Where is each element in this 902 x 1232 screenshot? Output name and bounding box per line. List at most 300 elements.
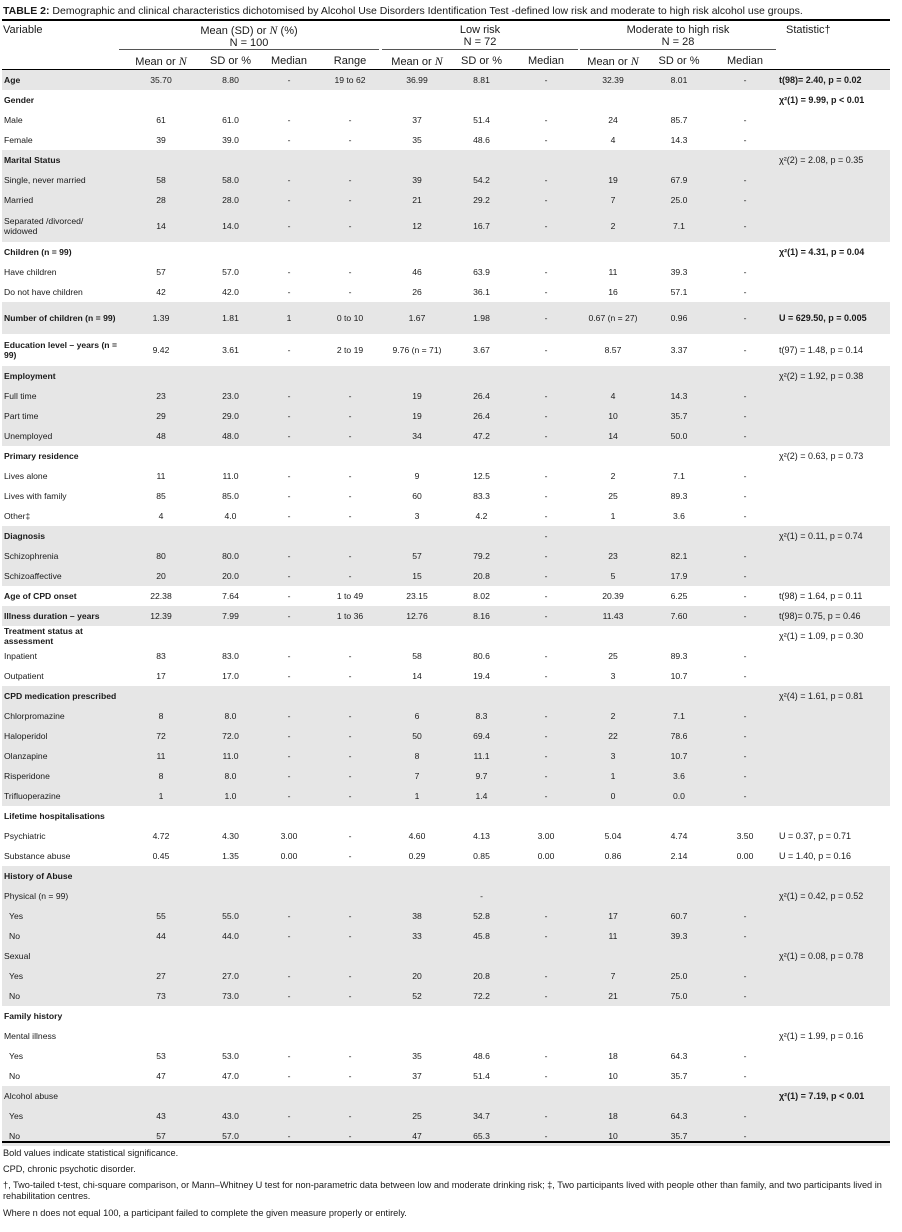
row-cell xyxy=(380,626,454,646)
row-cell: - xyxy=(287,591,291,601)
row-cell: - xyxy=(258,986,320,1006)
row-cell xyxy=(643,526,715,546)
row-cell xyxy=(715,626,775,646)
row-cell xyxy=(380,1026,454,1046)
row-variable: No xyxy=(9,1071,20,1081)
row-variable: Sexual xyxy=(2,946,119,966)
row-cell xyxy=(119,806,203,826)
row-cell xyxy=(509,1026,583,1046)
row-cell: - xyxy=(509,746,583,766)
row-variable: Illness duration – years xyxy=(2,606,119,626)
row-statistic xyxy=(775,886,890,906)
row-cell xyxy=(454,446,509,466)
row-variable: Schizophrenia xyxy=(2,546,119,566)
table-row xyxy=(2,826,890,846)
row-statistic xyxy=(775,262,890,282)
row-cell: 63.9 xyxy=(473,267,490,277)
row-cell xyxy=(643,1086,715,1106)
row-cell: - xyxy=(544,1051,548,1061)
row-cell xyxy=(583,446,643,466)
row-cell: - xyxy=(743,115,747,125)
table-row xyxy=(2,766,890,786)
row-cell: 57.0 xyxy=(203,1126,258,1146)
row-cell: - xyxy=(715,210,775,242)
row-cell xyxy=(454,866,509,886)
row-cell: 48.6 xyxy=(473,1051,490,1061)
row-cell: 73 xyxy=(119,986,203,1006)
row-cell: - xyxy=(509,986,583,1006)
row-cell: 35.7 xyxy=(643,1126,715,1146)
row-cell: 3.50 xyxy=(736,831,754,841)
row-cell: 23 xyxy=(119,386,203,406)
row-cell xyxy=(380,446,454,466)
row-cell: 8.81 xyxy=(454,70,509,90)
row-statistic xyxy=(775,190,890,210)
row-cell: 17 xyxy=(156,671,166,681)
row-cell: 11.43 xyxy=(583,606,643,626)
statistic-text: χ²(2) = 0.63, p = 0.73 xyxy=(779,451,864,461)
row-cell: - xyxy=(509,406,583,426)
row-cell xyxy=(380,1086,454,1106)
row-cell: - xyxy=(348,651,352,661)
row-cell: 1 to 49 xyxy=(336,591,364,601)
table-row xyxy=(2,1026,890,1046)
row-variable: Single, never married xyxy=(2,170,119,190)
row-cell: 3.6 xyxy=(643,766,715,786)
table-row xyxy=(2,486,890,506)
row-cell: - xyxy=(258,386,320,406)
row-statistic xyxy=(775,726,890,746)
row-cell: 15 xyxy=(380,566,454,586)
table-row xyxy=(2,210,890,242)
row-statistic xyxy=(775,1006,890,1026)
row-cell: 17.9 xyxy=(643,566,715,586)
row-cell: - xyxy=(544,345,548,355)
row-cell xyxy=(320,1086,380,1106)
row-cell: - xyxy=(544,471,548,481)
row-cell: - xyxy=(258,726,320,746)
row-cell: - xyxy=(320,726,380,746)
row-cell xyxy=(380,806,454,826)
row-cell: 11.0 xyxy=(203,746,258,766)
row-cell: 20 xyxy=(119,566,203,586)
statistic-text: χ²(1) = 0.42, p = 0.52 xyxy=(779,891,864,901)
row-statistic xyxy=(775,130,890,150)
row-cell xyxy=(509,1006,583,1026)
row-cell: 50 xyxy=(380,726,454,746)
row-cell xyxy=(643,150,715,170)
row-cell xyxy=(380,366,454,386)
caption-label: TABLE 2: xyxy=(3,5,50,17)
row-cell: 4 xyxy=(610,135,616,145)
row-cell: 28 xyxy=(119,190,203,210)
table-row xyxy=(2,706,890,726)
row-cell: 4.2 xyxy=(475,511,488,521)
row-cell: 8.01 xyxy=(643,70,715,90)
row-cell xyxy=(203,886,258,906)
row-cell: 0.86 xyxy=(604,851,622,861)
row-variable: Yes xyxy=(2,966,119,986)
row-variable: Male xyxy=(4,115,23,125)
row-cell: 20 xyxy=(380,966,454,986)
row-cell: 21 xyxy=(380,190,454,210)
table-row xyxy=(2,966,890,986)
row-cell xyxy=(258,946,320,966)
row-cell: - xyxy=(743,591,747,601)
row-cell xyxy=(583,1086,643,1106)
row-cell xyxy=(509,946,583,966)
row-variable: Employment xyxy=(2,366,119,386)
row-cell xyxy=(203,1086,258,1106)
row-cell: - xyxy=(258,906,320,926)
row-cell xyxy=(583,886,643,906)
row-cell: 89.3 xyxy=(670,491,688,501)
row-cell: 51.4 xyxy=(473,115,490,125)
row-statistic xyxy=(775,826,890,846)
row-cell xyxy=(583,90,643,110)
row-cell xyxy=(320,526,380,546)
row-cell: - xyxy=(258,746,320,766)
row-cell xyxy=(203,1006,258,1026)
row-cell xyxy=(380,526,454,546)
row-cell xyxy=(258,90,320,110)
row-cell: 78.6 xyxy=(643,726,715,746)
row-cell: 52 xyxy=(380,986,454,1006)
row-cell: 7 xyxy=(380,766,454,786)
row-statistic xyxy=(775,606,890,626)
row-cell: 7.1 xyxy=(673,471,685,481)
row-cell xyxy=(119,886,203,906)
row-cell: - xyxy=(258,190,320,210)
row-cell: 50.0 xyxy=(643,426,715,446)
row-cell: 0.67 (n = 27) xyxy=(583,302,643,334)
row-cell: 7 xyxy=(583,190,643,210)
row-cell: - xyxy=(743,287,747,297)
statistic-header: Statistic† xyxy=(786,24,831,36)
row-statistic xyxy=(775,242,890,262)
row-cell xyxy=(454,626,509,646)
row-cell xyxy=(320,1006,380,1026)
row-cell: 1 xyxy=(119,786,203,806)
row-cell xyxy=(583,150,643,170)
row-cell: - xyxy=(258,966,320,986)
row-cell xyxy=(715,446,775,466)
row-cell xyxy=(320,90,380,110)
row-cell: - xyxy=(287,471,291,481)
row-cell: - xyxy=(509,386,583,406)
row-variable: Physical (n = 99) xyxy=(2,886,119,906)
row-cell xyxy=(454,806,509,826)
row-cell: 85 xyxy=(156,491,166,501)
row-cell: - xyxy=(509,190,583,210)
row-variable: Gender xyxy=(4,95,35,105)
row-statistic xyxy=(775,546,890,566)
row-cell xyxy=(320,886,380,906)
row-cell xyxy=(119,366,203,386)
row-cell xyxy=(320,946,380,966)
row-cell: 5.04 xyxy=(604,831,622,841)
statistic-text: χ²(4) = 1.61, p = 0.81 xyxy=(779,691,864,701)
row-cell: - xyxy=(320,566,380,586)
row-cell: 29.0 xyxy=(203,406,258,426)
row-cell: - xyxy=(320,746,380,766)
row-cell: 1.35 xyxy=(222,851,239,861)
row-cell xyxy=(380,946,454,966)
statistic-text: U = 1.40, p = 0.16 xyxy=(779,851,852,861)
row-cell xyxy=(320,806,380,826)
footnote-cpd: CPD, chronic psychotic disorder. xyxy=(3,1164,136,1174)
row-cell xyxy=(203,946,258,966)
row-cell: 39 xyxy=(156,135,166,145)
row-cell: 1 xyxy=(610,511,616,521)
row-cell: 57.1 xyxy=(670,287,688,297)
top-rule xyxy=(2,19,890,21)
row-cell: - xyxy=(544,671,548,681)
row-cell: 12.5 xyxy=(473,471,490,481)
row-cell: - xyxy=(715,926,775,946)
table-caption xyxy=(3,5,899,18)
row-cell: - xyxy=(715,386,775,406)
row-cell: - xyxy=(348,1071,352,1081)
row-cell: 11 xyxy=(608,267,618,277)
row-cell: 19 to 62 xyxy=(320,70,380,90)
moderate-risk-rule xyxy=(580,49,776,50)
row-cell: 10.7 xyxy=(643,746,715,766)
row-cell: 8 xyxy=(119,706,203,726)
row-cell: - xyxy=(258,210,320,242)
row-cell: - xyxy=(715,406,775,426)
row-cell xyxy=(258,866,320,886)
row-cell xyxy=(583,1006,643,1026)
table-row xyxy=(2,786,890,806)
row-cell: - xyxy=(348,851,352,861)
row-cell: 1.98 xyxy=(454,302,509,334)
row-cell: - xyxy=(258,706,320,726)
row-cell: - xyxy=(743,511,747,521)
row-statistic xyxy=(775,526,890,546)
row-cell: - xyxy=(715,986,775,1006)
row-cell xyxy=(583,1026,643,1046)
row-cell xyxy=(203,242,258,262)
row-cell: 6 xyxy=(380,706,454,726)
table-row xyxy=(2,886,890,906)
row-cell: - xyxy=(715,302,775,334)
statistic-text: χ²(2) = 1.92, p = 0.38 xyxy=(779,371,864,381)
row-variable: Trifluoperazine xyxy=(2,786,119,806)
row-cell: 0.96 xyxy=(643,302,715,334)
row-cell: 25 xyxy=(608,491,618,501)
row-cell: - xyxy=(287,491,291,501)
row-cell: - xyxy=(287,287,291,297)
row-cell: 35 xyxy=(412,1051,422,1061)
table-row xyxy=(2,666,890,686)
row-cell: - xyxy=(320,1106,380,1126)
row-cell: 19.4 xyxy=(473,671,490,681)
row-cell: 53 xyxy=(156,1051,166,1061)
row-cell: - xyxy=(258,406,320,426)
row-cell: 58 xyxy=(119,170,203,190)
footnote-tests: †, Two-tailed t-test, chi-square comparison, or Mann–Whitney U test for non-parametric data between low and moderate drinking risk; ‡, Two participants lived with people other than family, and two participants lived in rehabilitation centres. xyxy=(3,1180,882,1201)
row-cell xyxy=(203,866,258,886)
row-cell xyxy=(320,1026,380,1046)
total-group-header: Mean (SD) or N (%) N = 100 xyxy=(200,23,298,49)
row-cell xyxy=(119,526,203,546)
row-cell xyxy=(119,866,203,886)
row-cell: 4 xyxy=(583,386,643,406)
row-cell: - xyxy=(544,115,548,125)
row-cell: 21 xyxy=(583,986,643,1006)
row-cell: 2.14 xyxy=(670,851,688,861)
row-cell xyxy=(715,1086,775,1106)
table-row xyxy=(2,406,890,426)
row-cell xyxy=(454,242,509,262)
row-cell: 80 xyxy=(119,546,203,566)
row-cell: - xyxy=(509,926,583,946)
row-variable: Married xyxy=(2,190,119,210)
row-cell: - xyxy=(258,786,320,806)
statistic-significance: p < 0.01 xyxy=(830,95,865,105)
row-cell: 11.0 xyxy=(222,471,239,481)
row-cell: 27 xyxy=(119,966,203,986)
row-cell xyxy=(509,1086,583,1106)
row-variable: Education level – years (n = 99) xyxy=(4,340,117,360)
row-cell: 14 xyxy=(412,671,422,681)
row-cell: 0.00 xyxy=(736,851,754,861)
caption-text: Demographic and clinical characteristics dichotomised by Alcohol Use Disorders Identification Test -defined low risk and moderate to high risk alcohol use groups. xyxy=(52,5,803,17)
row-cell: - xyxy=(348,831,352,841)
row-cell: 22 xyxy=(583,726,643,746)
row-variable: Unemployed xyxy=(2,426,119,446)
row-cell: 1 xyxy=(380,786,454,806)
row-cell: 39.3 xyxy=(670,267,688,277)
row-cell: 3.37 xyxy=(670,345,688,355)
row-cell xyxy=(203,366,258,386)
row-cell: 44.0 xyxy=(203,926,258,946)
row-cell: - xyxy=(544,651,548,661)
statistic-significance: p = 0.04 xyxy=(830,247,865,257)
row-cell: 57.0 xyxy=(222,267,239,277)
row-cell xyxy=(203,806,258,826)
row-cell: - xyxy=(743,491,747,501)
row-cell: - xyxy=(287,671,291,681)
row-cell xyxy=(203,626,258,646)
row-cell xyxy=(119,686,203,706)
row-cell: - xyxy=(715,746,775,766)
row-cell: 39.3 xyxy=(643,926,715,946)
row-cell: 4.13 xyxy=(473,831,490,841)
sub-header-median-mod: Median xyxy=(726,55,764,67)
row-statistic xyxy=(775,406,890,426)
row-cell: 61 xyxy=(156,115,166,125)
row-cell: - xyxy=(715,426,775,446)
row-cell: - xyxy=(715,546,775,566)
row-statistic xyxy=(775,566,890,586)
row-cell xyxy=(258,806,320,826)
table-row xyxy=(2,262,890,282)
row-cell: - xyxy=(743,345,747,355)
table-row xyxy=(2,946,890,966)
row-cell: 1.0 xyxy=(203,786,258,806)
row-cell: - xyxy=(509,526,583,546)
row-cell: - xyxy=(509,210,583,242)
row-variable: Part time xyxy=(2,406,119,426)
row-cell: - xyxy=(320,926,380,946)
row-cell: 51.4 xyxy=(473,1071,490,1081)
row-cell xyxy=(643,806,715,826)
table-row xyxy=(2,646,890,666)
row-cell: 35.7 xyxy=(643,406,715,426)
table-row xyxy=(2,1066,890,1086)
table-row xyxy=(2,282,890,302)
table-row xyxy=(2,546,890,566)
row-variable: Yes xyxy=(9,1051,24,1061)
row-cell xyxy=(715,526,775,546)
row-cell: - xyxy=(258,766,320,786)
low-risk-header: Low risk N = 72 xyxy=(459,24,501,48)
row-cell xyxy=(583,626,643,646)
row-cell: 2 xyxy=(583,210,643,242)
row-cell: 0.00 xyxy=(537,851,555,861)
row-cell: 0.00 xyxy=(280,851,298,861)
row-cell: - xyxy=(348,115,352,125)
row-cell: - xyxy=(509,546,583,566)
row-cell: 35.70 xyxy=(119,70,203,90)
row-cell xyxy=(715,866,775,886)
row-variable: Full time xyxy=(2,386,119,406)
table-row xyxy=(2,566,890,586)
row-cell: 0.45 xyxy=(152,851,170,861)
table-row xyxy=(2,806,890,826)
row-cell xyxy=(320,866,380,886)
row-cell xyxy=(258,526,320,546)
row-cell xyxy=(583,686,643,706)
row-cell: 2 xyxy=(610,471,616,481)
row-cell: - xyxy=(348,287,352,297)
statistic-text: χ²(1) = 4.31, xyxy=(779,247,831,257)
row-variable: Other‡ xyxy=(4,511,31,521)
row-variable: No xyxy=(2,926,119,946)
row-statistic xyxy=(775,966,890,986)
row-cell xyxy=(715,806,775,826)
row-cell xyxy=(258,1086,320,1106)
row-cell xyxy=(715,886,775,906)
row-variable: Alcohol abuse xyxy=(2,1086,119,1106)
row-cell: 3.67 xyxy=(473,345,490,355)
row-cell: 52.8 xyxy=(454,906,509,926)
row-statistic xyxy=(775,70,890,90)
row-cell xyxy=(509,686,583,706)
row-cell: 9.42 xyxy=(152,345,170,355)
row-cell: - xyxy=(715,766,775,786)
row-variable: Do not have children xyxy=(4,287,83,297)
row-cell: 65.3 xyxy=(454,1126,509,1146)
row-cell: 47.2 xyxy=(454,426,509,446)
table-row xyxy=(2,110,890,130)
row-statistic xyxy=(775,210,890,242)
row-cell: 54.2 xyxy=(454,170,509,190)
table-row xyxy=(2,302,890,334)
statistic-significance: p < 0.01 xyxy=(830,1091,865,1101)
row-cell xyxy=(119,446,203,466)
row-variable: Mental illness xyxy=(4,1031,57,1041)
table-row xyxy=(2,466,890,486)
row-cell: 25.0 xyxy=(643,966,715,986)
row-cell: 60.7 xyxy=(643,906,715,926)
row-cell: - xyxy=(320,386,380,406)
row-variable: Schizoaffective xyxy=(2,566,119,586)
row-cell xyxy=(119,1086,203,1106)
row-cell: 5 xyxy=(583,566,643,586)
